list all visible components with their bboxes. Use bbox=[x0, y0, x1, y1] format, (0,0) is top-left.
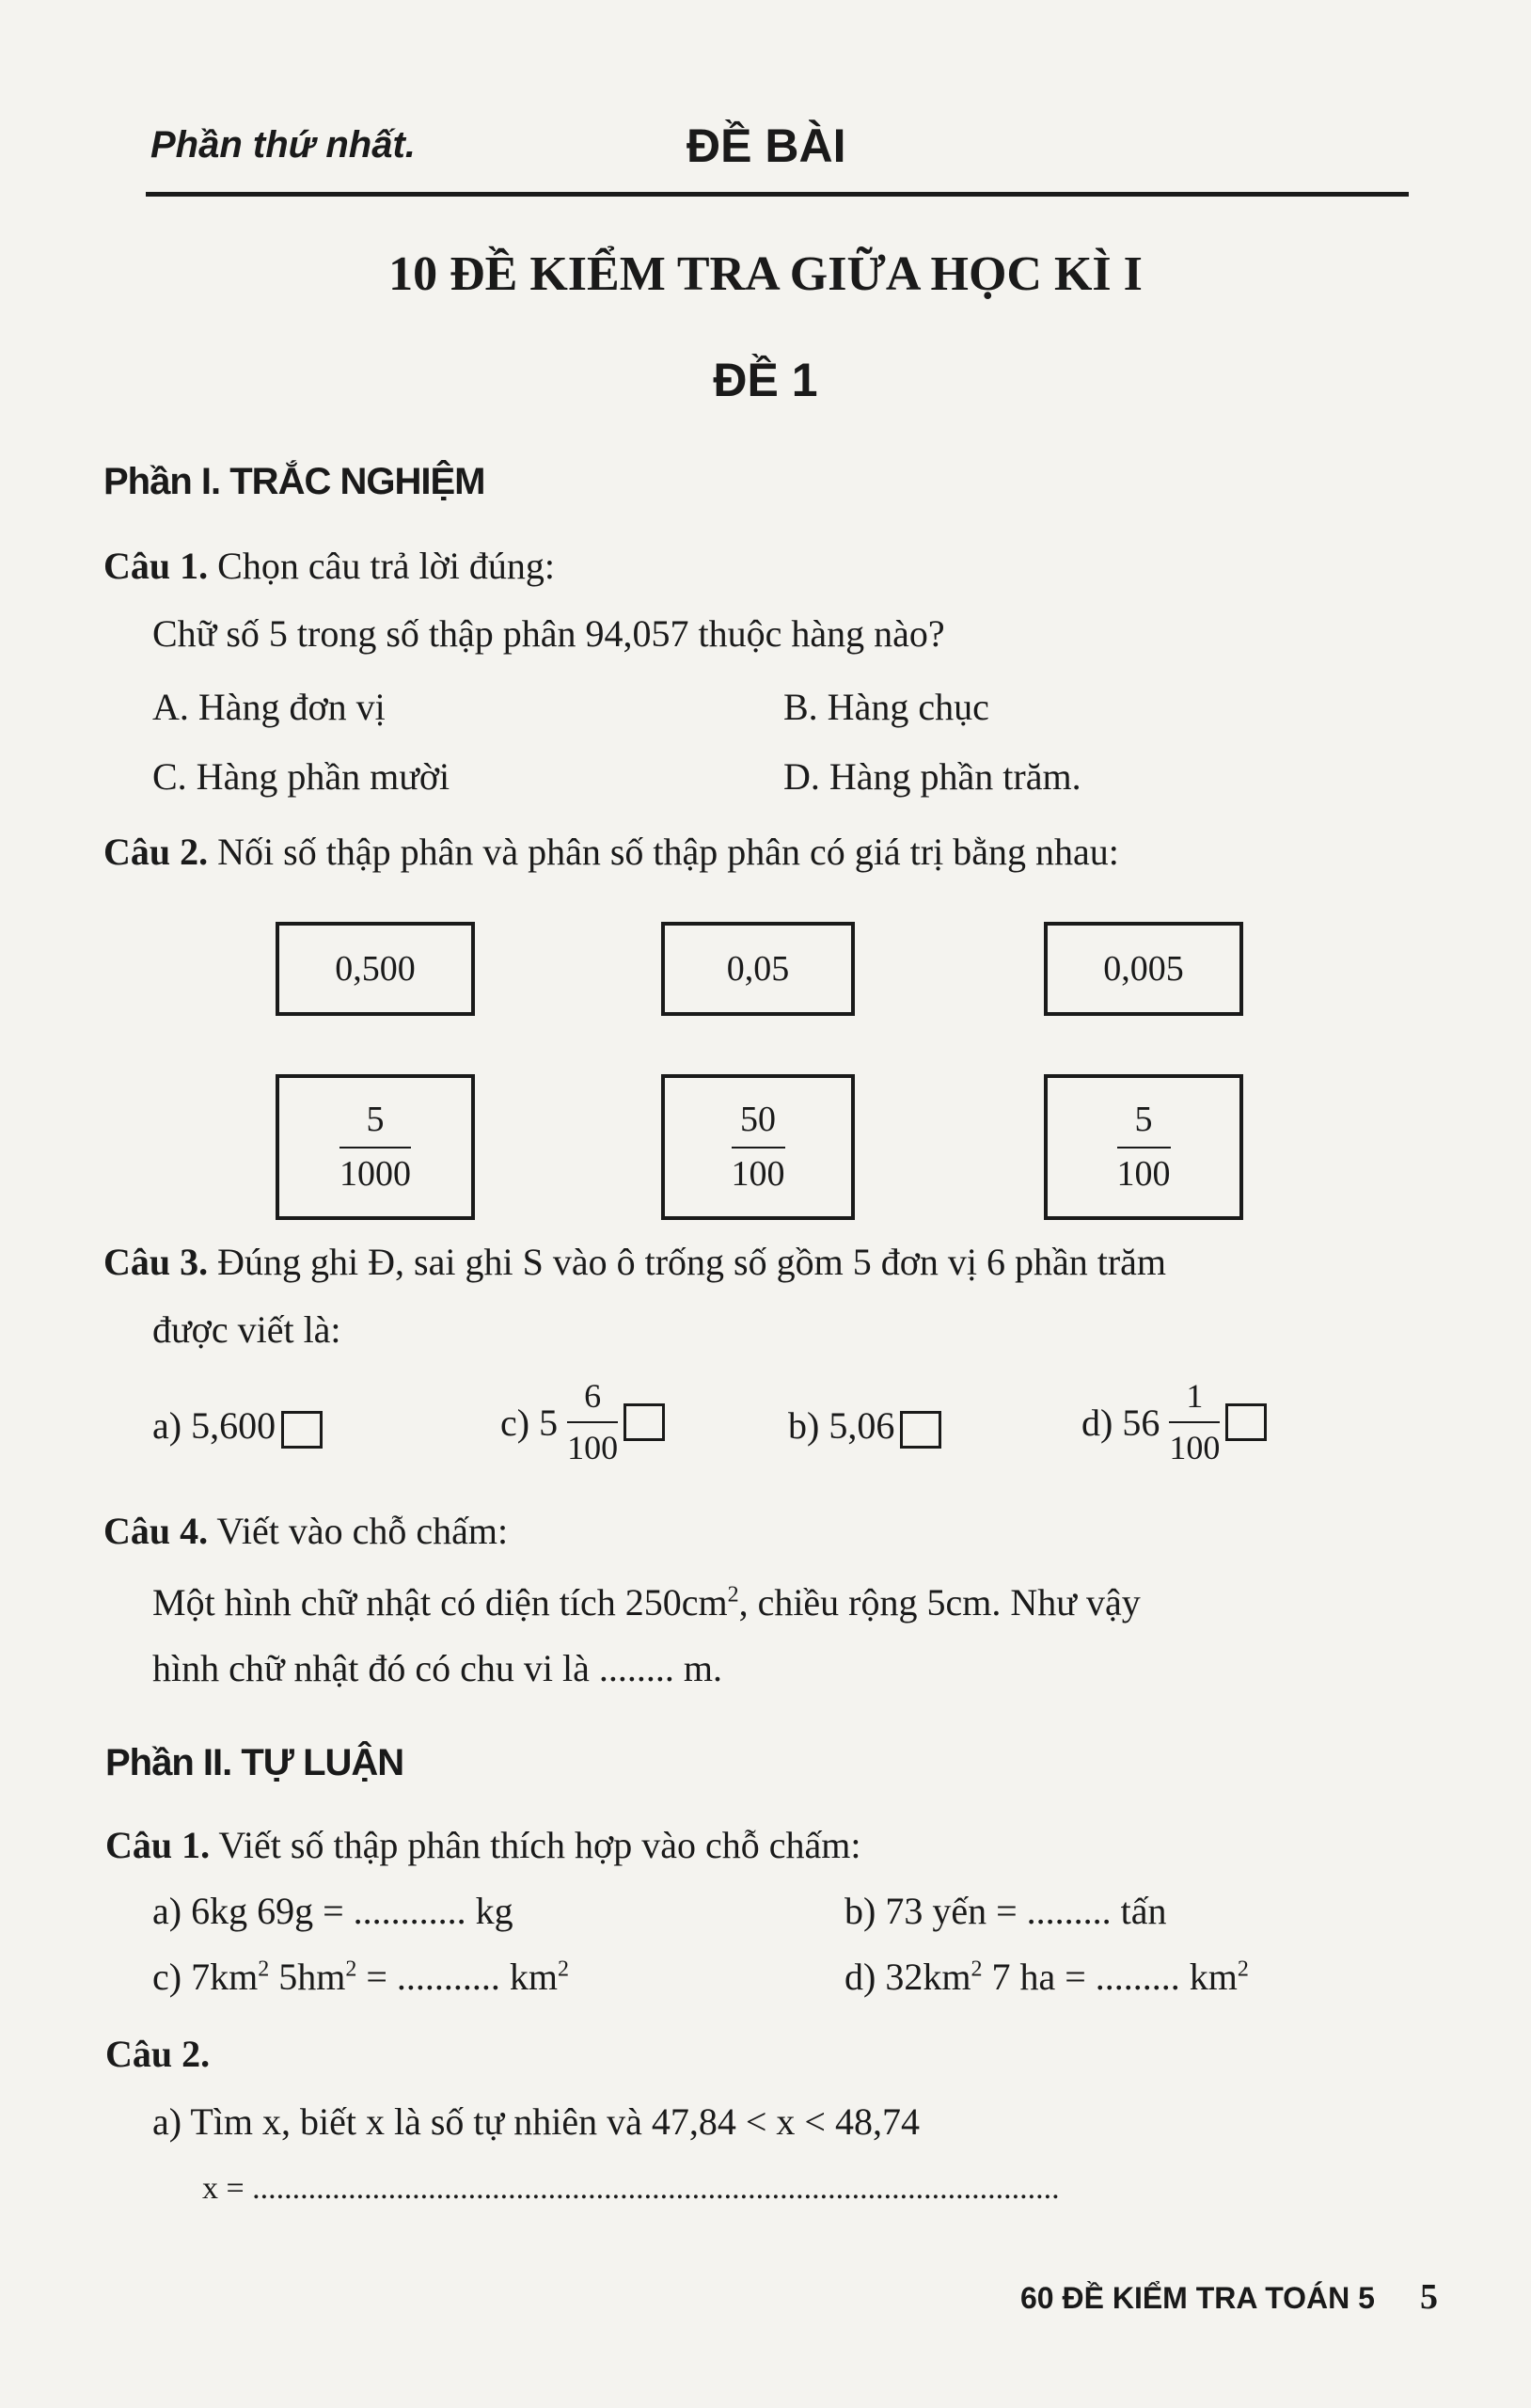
fraction-numerator: 6 bbox=[584, 1377, 602, 1415]
q1-option-c: C. Hàng phần mười bbox=[152, 755, 450, 798]
fraction-bar bbox=[1169, 1421, 1220, 1423]
s2-q2-label-text: Câu 2. bbox=[105, 2033, 211, 2075]
superscript: 2 bbox=[345, 1956, 357, 1982]
superscript: 2 bbox=[971, 1956, 983, 1982]
s2-q1-b: b) 73 yến = ......... tấn bbox=[844, 1890, 1167, 1932]
q3-prompt-line2: được viết là: bbox=[152, 1308, 341, 1351]
answer-checkbox[interactable] bbox=[281, 1411, 323, 1449]
superscript: 2 bbox=[1237, 1956, 1249, 1982]
fraction-denominator: 100 bbox=[567, 1429, 619, 1467]
decimal-value: 0,500 bbox=[335, 949, 416, 989]
fraction bbox=[339, 1100, 411, 1195]
q4-prompt: Viết vào chỗ chấm: bbox=[216, 1510, 509, 1552]
answer-checkbox[interactable] bbox=[1225, 1403, 1267, 1441]
q1-question: Chữ số 5 trong số thập phân 94,057 thuộc hàng nào? bbox=[152, 612, 945, 655]
section2-heading: Phần II. TỰ LUẬN bbox=[105, 1742, 404, 1783]
s2-q1-d bbox=[844, 1955, 1249, 1999]
q1-option-b: B. Hàng chục bbox=[783, 686, 989, 728]
s2-q1-d-pre: d) 32km bbox=[844, 1956, 971, 1998]
exam-title: ĐỀ 1 bbox=[713, 354, 818, 406]
q1-label: Câu 1. bbox=[103, 545, 209, 587]
q4-label: Câu 4. bbox=[103, 1510, 209, 1552]
q2-label: Câu 2. bbox=[103, 831, 209, 873]
q4-line1-post: , chiều rộng 5cm. Như vậy bbox=[738, 1581, 1141, 1624]
s2-q1-c-post: = ........... km bbox=[356, 1956, 558, 1998]
q3-label: Câu 3. bbox=[103, 1241, 209, 1283]
q2-prompt: Nối số thập phân và phân số thập phân có giá trị bằng nhau: bbox=[217, 831, 1119, 873]
q3-option-a bbox=[152, 1403, 323, 1449]
q3-d-prefix: d) 56 bbox=[1081, 1401, 1160, 1444]
fraction-bar bbox=[1117, 1147, 1171, 1149]
fraction-denominator: 100 bbox=[1116, 1153, 1171, 1194]
footer-book-title: 60 ĐỀ KIỂM TRA TOÁN 5 bbox=[1020, 2281, 1375, 2315]
q3-option-c bbox=[500, 1377, 665, 1468]
q1-prompt: Chọn câu trả lời đúng: bbox=[217, 545, 556, 587]
answer-checkbox[interactable] bbox=[623, 1403, 665, 1441]
q3-c-prefix: c) 5 bbox=[500, 1401, 559, 1444]
s2-q2-a: a) Tìm x, biết x là số tự nhiên và 47,84 < x < 48,74 bbox=[152, 2100, 920, 2143]
fraction-denominator: 100 bbox=[1169, 1429, 1221, 1467]
s2-q1-label: Câu 1. bbox=[105, 1824, 211, 1866]
fraction-numerator: 1 bbox=[1186, 1377, 1204, 1415]
fraction bbox=[732, 1100, 785, 1195]
main-title: 10 ĐỀ KIỂM TRA GIỮA HỌC KÌ I bbox=[388, 247, 1143, 301]
footer-page-number: 5 bbox=[1420, 2277, 1438, 2317]
q3-b-text: b) 5,06 bbox=[788, 1404, 895, 1447]
section1-heading: Phần I. TRẮC NGHIỆM bbox=[103, 461, 485, 502]
q4-line1-pre: Một hình chữ nhật có diện tích 250cm bbox=[152, 1581, 728, 1624]
q2-line bbox=[103, 830, 1119, 874]
q1-option-d: D. Hàng phần trăm. bbox=[783, 755, 1081, 798]
s2-q1-a: a) 6kg 69g = ............ kg bbox=[152, 1890, 513, 1932]
q3-option-d bbox=[1081, 1377, 1267, 1468]
part-title: ĐỀ BÀI bbox=[687, 119, 846, 172]
s2-q2-answer-line[interactable]: x = ..................................................................................................... bbox=[202, 2171, 1060, 2206]
q3-c-fraction bbox=[567, 1377, 618, 1468]
q3-option-b bbox=[788, 1403, 941, 1449]
s2-q1-c-mid: 5hm bbox=[269, 1956, 346, 1998]
q3-d-fraction bbox=[1169, 1377, 1220, 1468]
fraction-denominator: 1000 bbox=[339, 1153, 411, 1194]
fraction-numerator: 50 bbox=[740, 1099, 776, 1139]
fraction-denominator: 100 bbox=[731, 1153, 785, 1194]
s2-q1-line bbox=[105, 1823, 860, 1867]
fraction-box[interactable] bbox=[661, 1074, 855, 1220]
fraction-numerator: 5 bbox=[1134, 1099, 1153, 1139]
q1-option-a: A. Hàng đơn vị bbox=[152, 686, 386, 728]
fraction-bar bbox=[567, 1421, 618, 1423]
s2-q1-c-pre: c) 7km bbox=[152, 1956, 259, 1998]
fraction-box[interactable] bbox=[276, 1074, 475, 1220]
q4-text-line1 bbox=[152, 1580, 1141, 1624]
q3-prompt-line1: Đúng ghi Đ, sai ghi S vào ô trống số gồm 5 đơn vị 6 phần trăm bbox=[217, 1241, 1167, 1283]
fraction bbox=[1117, 1100, 1171, 1195]
fraction-bar bbox=[339, 1147, 411, 1149]
fraction-numerator: 5 bbox=[366, 1099, 385, 1139]
s2-q1-d-mid: 7 ha = ......... km bbox=[982, 1956, 1238, 1998]
decimal-box[interactable] bbox=[276, 922, 475, 1016]
fraction-bar bbox=[732, 1147, 785, 1149]
q4-line bbox=[103, 1509, 508, 1553]
s2-q2-label bbox=[105, 2032, 210, 2076]
q3-line1 bbox=[103, 1240, 1166, 1284]
decimal-box[interactable] bbox=[661, 922, 855, 1016]
decimal-box[interactable] bbox=[1044, 922, 1243, 1016]
header-rule bbox=[146, 192, 1409, 197]
q1-line bbox=[103, 544, 555, 588]
q4-text-line2: hình chữ nhật đó có chu vi là ........ m. bbox=[152, 1647, 723, 1689]
q4-line1-sup: 2 bbox=[727, 1582, 739, 1608]
fraction-box[interactable] bbox=[1044, 1074, 1243, 1220]
superscript: 2 bbox=[258, 1956, 270, 1982]
s2-q1-prompt: Viết số thập phân thích hợp vào chỗ chấm: bbox=[218, 1824, 861, 1866]
q3-a-text: a) 5,600 bbox=[152, 1404, 276, 1447]
decimal-value: 0,005 bbox=[1103, 949, 1184, 989]
superscript: 2 bbox=[557, 1956, 569, 1982]
decimal-value: 0,05 bbox=[726, 949, 790, 989]
answer-checkbox[interactable] bbox=[900, 1411, 941, 1449]
s2-q1-c bbox=[152, 1955, 569, 1999]
part-label: Phần thứ nhất. bbox=[150, 124, 416, 166]
